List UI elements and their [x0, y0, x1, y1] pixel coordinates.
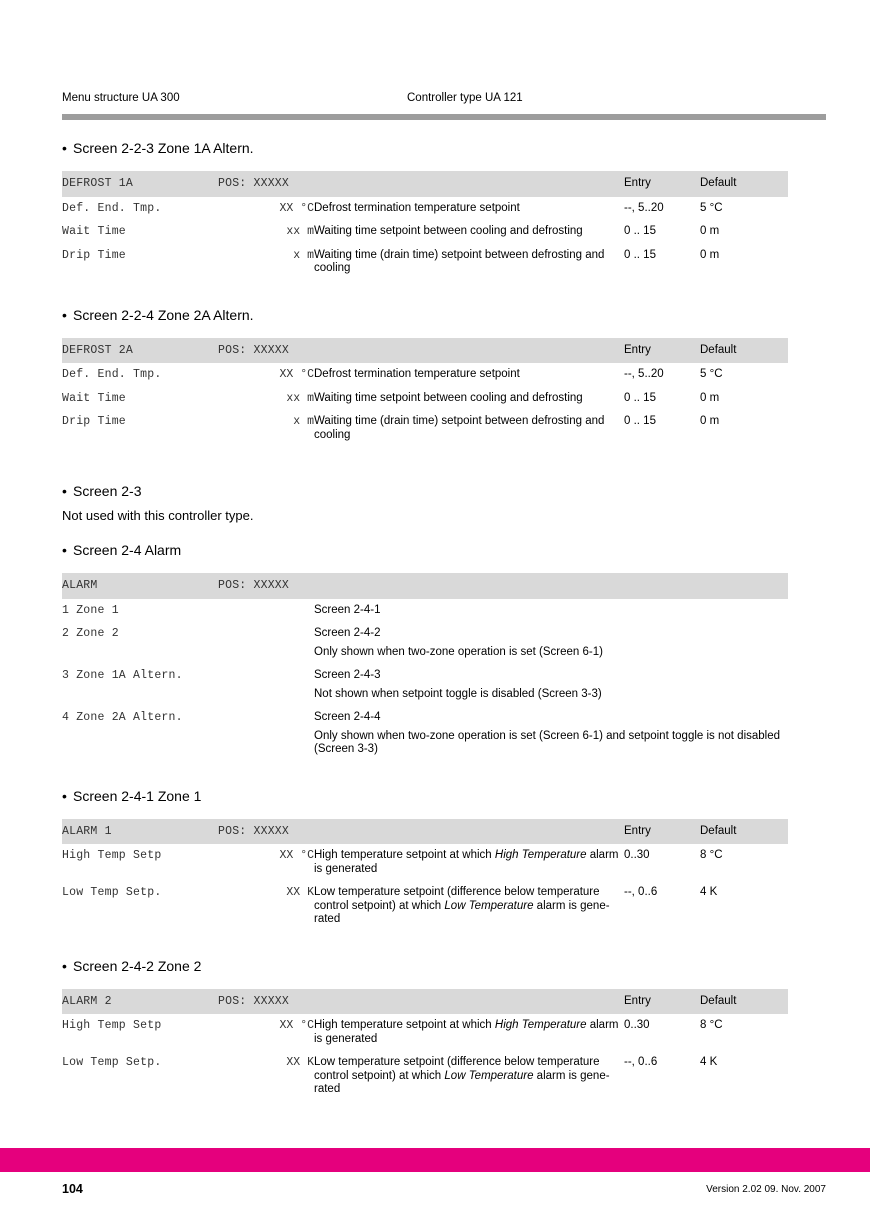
col-header-desc [314, 989, 624, 1015]
desc-post: alarm is gene-rated [314, 1069, 610, 1095]
row-entry: 0..30 [624, 849, 650, 861]
desc-pre: High temperature setpoint at which [314, 1019, 495, 1031]
col-header-name: ALARM 2 [62, 989, 218, 1015]
desc-post: alarm is gene-rated [314, 899, 610, 925]
row-param-name: Def. End. Tmp. [62, 201, 162, 215]
row-description [314, 599, 788, 623]
row-description [314, 844, 624, 881]
row-param-value [218, 599, 314, 623]
section-title-2-4: • Screen 2-4 Alarm [62, 542, 826, 559]
row-default: 4 K [700, 886, 718, 898]
row-default: 0 m [700, 225, 720, 237]
table-defrost-2a [62, 338, 788, 448]
col-header-desc [314, 819, 624, 845]
row-param-value: XX K [286, 1056, 314, 1069]
page-header [62, 92, 826, 104]
section-title-2-4-2: • Screen 2-4-2 Zone 2 [62, 958, 826, 975]
row-desc-line1: Screen 2-4-2 [314, 627, 381, 639]
row-param-name: Drip Time [62, 248, 126, 262]
row-param-value: XX °C [279, 849, 314, 862]
row-param-name: 1 Zone 1 [62, 603, 119, 617]
section-2-3-text: Not used with this controller type. [62, 508, 254, 523]
row-description: Waiting time setpoint between cooling and defrosting [314, 391, 583, 404]
col-header-pos: POS: XXXXX [218, 338, 314, 364]
row-desc-line1: Screen 2-4-4 [314, 711, 381, 723]
header-center-text: Controller type UA 121 [407, 92, 523, 104]
row-default: 8 °C [700, 849, 723, 861]
table-row [62, 1051, 788, 1102]
table-header-row [62, 819, 788, 845]
col-header-default: Default [700, 819, 788, 845]
desc-emphasis: Low Temperature [444, 1069, 534, 1082]
row-param-name: 2 Zone 2 [62, 627, 119, 640]
section-title-2-2-4: • Screen 2-2-4 Zone 2A Altern. [62, 307, 826, 324]
row-entry: 0 .. 15 [624, 391, 656, 404]
col-header-default: Default [700, 338, 788, 364]
row-entry: --, 5..20 [624, 201, 664, 214]
col-header-name: ALARM 1 [62, 819, 218, 845]
row-param-value: xx m [286, 225, 314, 238]
row-entry: 0 .. 15 [624, 225, 656, 237]
col-header-name: ALARM [62, 573, 218, 599]
desc-post: alarm is generated [314, 849, 619, 875]
table-header-row [62, 171, 788, 197]
row-param-value: XX °C [279, 1019, 314, 1032]
table-row [62, 664, 788, 706]
row-param-name: High Temp Setp [62, 1019, 162, 1032]
col-header-entry: Entry [624, 989, 700, 1015]
section-title-2-2-3: • Screen 2-2-3 Zone 1A Altern. [62, 140, 826, 157]
desc-emphasis: High Temperature [494, 849, 587, 861]
table-row [62, 363, 788, 387]
row-param-name: 3 Zone 1A Altern. [62, 669, 183, 682]
table-header-row [62, 338, 788, 364]
row-param-value: XX °C [279, 201, 314, 215]
row-description: Defrost termination temperature setpoint [314, 368, 520, 380]
table-row [62, 844, 788, 881]
row-desc-line1: Screen 2-4-1 [314, 603, 381, 616]
row-default: 0 m [700, 248, 720, 261]
row-param-name: High Temp Setp [62, 849, 162, 862]
page-number: 104 [62, 1182, 83, 1196]
row-param-value: xx m [286, 391, 314, 405]
table-row [62, 1014, 788, 1051]
table-row [62, 881, 788, 932]
table-header-row [62, 989, 788, 1015]
row-param-name: Wait Time [62, 225, 126, 238]
col-header-desc [314, 338, 624, 364]
row-description [314, 1051, 624, 1102]
row-description [314, 664, 788, 706]
row-param-value [218, 664, 314, 706]
row-default: 5 °C [700, 368, 723, 380]
row-param-name: 4 Zone 2A Altern. [62, 711, 183, 724]
row-param-name: Drip Time [62, 415, 126, 428]
col-header-pos: POS: XXXXX [218, 819, 314, 845]
header-left-text: Menu structure UA 300 [62, 92, 180, 104]
desc-pre: Low temperature setpoint (difference below temperature control setpoint) at which [314, 886, 600, 912]
table-row [62, 197, 788, 221]
table-alarm-menu [62, 573, 788, 762]
row-desc-line2: Only shown when two-zone operation is set (Screen 6-1) [314, 645, 603, 658]
col-header-name: DEFROST 1A [62, 171, 218, 197]
col-header-desc [314, 171, 624, 197]
desc-emphasis: High Temperature [494, 1019, 587, 1031]
row-description: Waiting time (drain time) setpoint between defrosting and cooling [314, 248, 605, 274]
row-desc-line1: Screen 2-4-3 [314, 669, 381, 681]
row-default: 4 K [700, 1056, 718, 1068]
desc-post: alarm is generated [314, 1019, 619, 1045]
row-description: Waiting time (drain time) setpoint between defrosting and cooling [314, 415, 605, 441]
col-header-pos: POS: XXXXX [218, 989, 314, 1015]
col-header-name: DEFROST 2A [62, 338, 218, 364]
desc-pre: High temperature setpoint at which [314, 849, 495, 861]
row-description: Defrost termination temperature setpoint [314, 201, 520, 214]
row-param-value: XX °C [279, 368, 314, 381]
row-default: 5 °C [700, 201, 723, 214]
row-param-name: Wait Time [62, 391, 126, 405]
desc-emphasis: Low Temperature [444, 899, 534, 912]
row-entry: 0 .. 15 [624, 248, 656, 261]
row-param-value [218, 622, 314, 664]
table-row [62, 410, 788, 447]
row-description [314, 706, 788, 762]
row-param-name: Low Temp Setp. [62, 1056, 162, 1069]
row-desc-line2: Not shown when setpoint toggle is disabled (Screen 3-3) [314, 687, 602, 700]
col-header-default: Default [700, 989, 788, 1015]
table-row [62, 706, 788, 762]
row-entry: --, 0..6 [624, 886, 658, 898]
page-content [62, 140, 826, 1102]
footer-version: Version 2.02 09. Nov. 2007 [706, 1184, 826, 1195]
col-header-desc [314, 573, 788, 599]
col-header-default: Default [700, 171, 788, 197]
row-description [314, 622, 788, 664]
col-header-entry: Entry [624, 171, 700, 197]
row-param-value [218, 706, 314, 762]
row-entry: --, 5..20 [624, 368, 664, 380]
header-divider [62, 114, 826, 120]
table-defrost-1a [62, 171, 788, 281]
row-default: 0 m [700, 415, 720, 427]
row-entry: 0 .. 15 [624, 415, 656, 427]
section-title-2-4-1: • Screen 2-4-1 Zone 1 [62, 788, 826, 805]
row-param-name: Low Temp Setp. [62, 886, 162, 899]
row-param-value: x m [293, 248, 314, 262]
col-header-entry: Entry [624, 338, 700, 364]
table-alarm-1 [62, 819, 788, 932]
row-desc-line2: Only shown when two-zone operation is set (Screen 6-1) and setpoint toggle is not disabled (Screen 3-3) [314, 729, 781, 755]
col-header-pos: POS: XXXXX [218, 171, 314, 197]
row-description [314, 1014, 624, 1051]
row-entry: --, 0..6 [624, 1056, 658, 1068]
table-alarm-2 [62, 989, 788, 1102]
row-default: 0 m [700, 391, 720, 404]
col-header-entry: Entry [624, 819, 700, 845]
desc-pre: Low temperature setpoint (difference below temperature control setpoint) at which [314, 1056, 600, 1082]
table-row [62, 599, 788, 623]
col-header-pos: POS: XXXXX [218, 573, 314, 599]
row-param-name: Def. End. Tmp. [62, 368, 162, 381]
footer-accent-bar [0, 1148, 870, 1172]
section-title-2-3: • Screen 2-3 [62, 483, 826, 500]
row-default: 8 °C [700, 1019, 723, 1031]
table-row [62, 622, 788, 664]
table-header-row [62, 573, 788, 599]
row-param-value: x m [293, 415, 314, 428]
row-entry: 0..30 [624, 1019, 650, 1031]
row-param-value: XX K [286, 886, 314, 899]
row-description: Waiting time setpoint between cooling and defrosting [314, 225, 583, 237]
table-row [62, 244, 788, 281]
table-row [62, 220, 788, 244]
row-description [314, 881, 624, 932]
table-row [62, 387, 788, 411]
